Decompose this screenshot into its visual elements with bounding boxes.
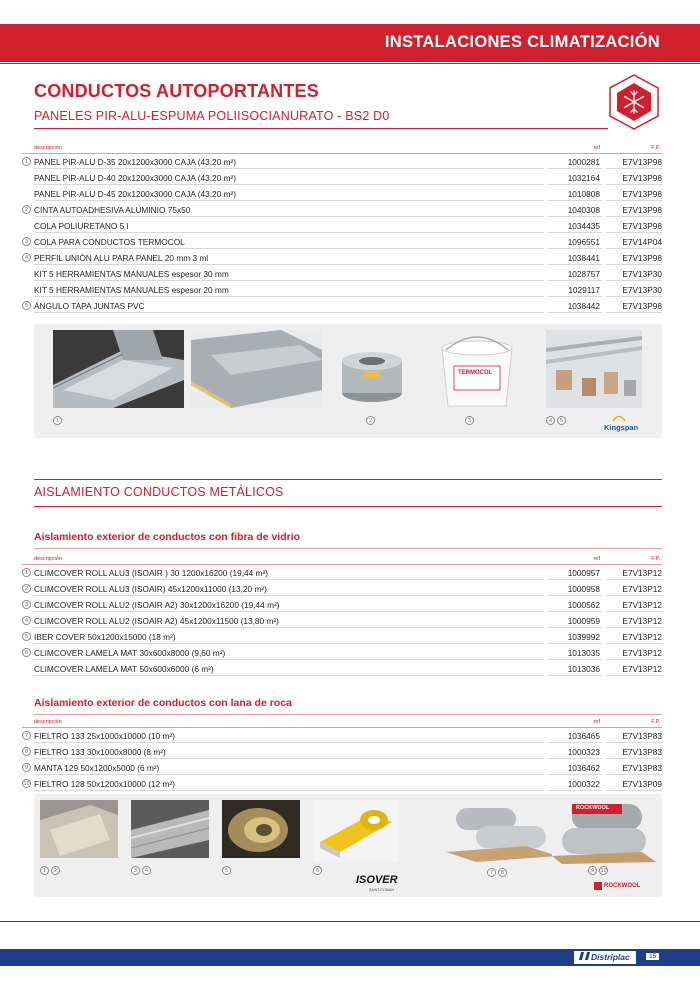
table-row: [22, 298, 662, 314]
gallery-label-2: 2: [51, 866, 60, 875]
gallery-label-1: 1: [40, 866, 49, 875]
subheading-rule: [34, 548, 662, 549]
product-name: CLIMCOVER LAMELA MAT: [34, 648, 138, 658]
row-description: [34, 173, 544, 185]
product-spec: espesor 20 mm: [171, 285, 229, 295]
product-name: FIELTRO 133: [34, 731, 85, 741]
product-ref: 1038441: [548, 253, 602, 265]
gallery-label-10: 10: [600, 868, 607, 874]
item-number-badge: 1: [22, 568, 31, 577]
product-spec: 20x1200x3000 CAJA (43,20 m²): [117, 157, 237, 167]
row-description: [34, 285, 544, 297]
photo-round-duct-interior: [222, 800, 300, 858]
row-description: [34, 664, 544, 676]
gallery-label-4: 4: [142, 866, 151, 875]
table-row: [22, 776, 662, 792]
product-spec: 45x1200x11000 (13,20 m²): [167, 584, 267, 594]
row-description: [34, 568, 544, 580]
photo-aluminium-tape: [334, 341, 410, 405]
footer-brand-logo: [574, 951, 636, 964]
row-description: [34, 600, 544, 612]
product-ref: 1096551: [548, 237, 602, 249]
product-spec: 5 l: [119, 221, 129, 231]
item-number-badge: 3: [22, 237, 31, 246]
product-spec: 50x600x6000 (6 m²): [139, 664, 214, 674]
snowflake-hexagon-icon: [608, 74, 660, 130]
kingspan-logo-icon: [612, 412, 626, 422]
photo-isover-roll: [314, 800, 398, 862]
table-row: [22, 154, 662, 170]
table-header: [22, 143, 662, 154]
col-header-desc: descripción: [34, 719, 62, 725]
row-description: [34, 632, 544, 644]
gallery-label-1: 1: [53, 416, 62, 425]
item-number-badge: 1: [22, 157, 31, 166]
row-description: [34, 237, 544, 249]
table-row: [22, 581, 662, 597]
products-table-paneles: [22, 143, 662, 314]
product-fp: E7V13P83: [606, 747, 662, 759]
row-description: [34, 189, 544, 201]
subheading-fibra-vidrio: Aislamiento exterior de conductos con fibra de vidrio: [34, 531, 301, 543]
table-row: [22, 218, 662, 234]
item-number-badge: 4: [22, 253, 31, 262]
col-header-desc: descripción: [34, 145, 62, 151]
product-ref: 1000958: [548, 584, 602, 596]
table-row: [22, 266, 662, 282]
product-fp: E7V13P09: [606, 779, 662, 791]
row-description: [34, 157, 544, 169]
table-row: [22, 250, 662, 266]
product-ref: 1013036: [548, 664, 602, 676]
brand-isover-sub: SAINT-GOBAIN: [369, 888, 394, 892]
table-row: [22, 565, 662, 581]
rockwool-logo-icon: [594, 882, 602, 890]
brand-rockwool: ROCKWOOL: [604, 883, 641, 889]
product-spec: 30x1000x8000 (8 m²): [86, 747, 166, 757]
col-header-fp: F.P.: [651, 719, 660, 725]
product-fp: E7V13P98: [606, 253, 662, 265]
subheading-rule: [34, 714, 662, 715]
gallery-label-4: 4: [546, 416, 555, 425]
item-number-badge: 9: [22, 763, 31, 772]
product-ref: 1000957: [548, 568, 602, 580]
product-gallery-aislamiento: [34, 794, 662, 897]
product-fp: E7V13P98: [606, 157, 662, 169]
item-number-badge: 10: [23, 781, 30, 787]
product-ref: 1000959: [548, 616, 602, 628]
col-header-ref: ref: [593, 145, 600, 151]
product-fp: E7V13P98: [606, 301, 662, 313]
product-name: CLIMCOVER ROLL ALU2 (ISOAIR A2): [34, 600, 178, 610]
product-name: PANEL PIR-ALU D-35: [34, 157, 116, 167]
gallery-label-5: 5: [557, 416, 566, 425]
product-spec: 30x600x8000 (9,60 m²): [139, 648, 226, 658]
product-ref: 1029117: [548, 285, 602, 297]
item-number-badge: 7: [22, 731, 31, 740]
product-fp: E7V14P04: [606, 237, 662, 249]
subheading-lana-roca: Aislamiento exterior de conductos con lana de roca: [34, 697, 292, 709]
col-header-fp: F.P.: [651, 556, 660, 562]
photo-insulated-duct-2: [131, 800, 209, 858]
footer-divider: [0, 921, 700, 922]
row-description: [34, 221, 544, 233]
row-description: [34, 301, 544, 313]
product-fp: E7V13P12: [606, 616, 662, 628]
product-ref: 1032164: [548, 173, 602, 185]
row-description: [34, 205, 544, 217]
row-description: [34, 269, 544, 281]
item-number-badge: 3: [22, 600, 31, 609]
product-name: CLIMCOVER ROLL ALU3 (ISOAIR): [34, 584, 166, 594]
item-number-badge: 6: [22, 648, 31, 657]
page-category-title: INSTALACIONES CLIMATIZACIÓN: [384, 33, 660, 51]
product-gallery-paneles: [34, 324, 662, 438]
col-header-ref: ref: [593, 719, 600, 725]
product-name: PANEL PIR-ALU D-40: [34, 173, 116, 183]
row-description: [34, 584, 544, 596]
row-description: [34, 747, 544, 759]
col-header-desc: descripción: [34, 556, 62, 562]
table-row: [22, 186, 662, 202]
product-spec: 30 1200x16200 (19,44 m²): [170, 568, 268, 578]
row-description: [34, 731, 544, 743]
product-ref: 1038442: [548, 301, 602, 313]
section-rule: [34, 128, 608, 129]
product-name: COLA PARA CONDUCTOS TERMOCOL: [34, 237, 185, 247]
gallery-label-8: 8: [498, 868, 507, 877]
product-ref: 1028757: [548, 269, 602, 281]
item-number-badge: 5: [22, 301, 31, 310]
brand-kingspan: Kingspan: [604, 423, 639, 432]
product-spec: 50x1200x15000 (18 m²): [87, 632, 176, 642]
roll-label-rockwool: ROCKWOOL: [576, 805, 610, 811]
photo-rockwool-rolls-1: [446, 796, 558, 862]
product-fp: E7V13P98: [606, 205, 662, 217]
brand-isover: ISOVER: [356, 874, 398, 886]
product-fp: E7V13P12: [606, 664, 662, 676]
table-row: [22, 760, 662, 776]
photo-duct-assembly: [53, 330, 184, 408]
item-number-badge: 5: [22, 632, 31, 641]
table-row: [22, 170, 662, 186]
table-row: [22, 597, 662, 613]
product-spec: 20x1200x3000 CAJA (43,20 m²): [117, 173, 237, 183]
product-spec: 50x1200x10000 (12 m²): [86, 779, 175, 789]
gallery-label-2: 2: [366, 416, 375, 425]
product-fp: E7V13P12: [606, 632, 662, 644]
product-ref: 1013035: [548, 648, 602, 660]
product-fp: E7V13P12: [606, 584, 662, 596]
table-row: [22, 744, 662, 760]
table-header: [22, 717, 662, 728]
product-ref: 1039992: [548, 632, 602, 644]
product-name: ÁNGULO TAPA JUNTAS PVC: [34, 301, 145, 311]
product-spec: 20 mm 3 ml: [164, 253, 209, 263]
product-fp: E7V13P83: [606, 731, 662, 743]
product-spec: 75x50: [167, 205, 191, 215]
product-name: IBER COVER: [34, 632, 86, 642]
photo-rockwool-rolls-2: [552, 798, 656, 864]
product-ref: 1036465: [548, 731, 602, 743]
col-header-fp: F.P.: [651, 145, 660, 151]
product-ref: 1000323: [548, 747, 602, 759]
product-fp: E7V13P98: [606, 189, 662, 201]
table-header: [22, 554, 662, 565]
row-description: [34, 763, 544, 775]
product-name: PERFIL UNIÓN ALU PARA PANEL: [34, 253, 163, 263]
product-ref: 1000322: [548, 779, 602, 791]
table-row: [22, 661, 662, 677]
product-name: PANEL PIR-ALU D-45: [34, 189, 116, 199]
row-description: [34, 648, 544, 660]
section-title-aislamiento: AISLAMIENTO CONDUCTOS METÁLICOS: [34, 485, 284, 499]
product-fp: E7V13P12: [606, 600, 662, 612]
product-fp: E7V13P98: [606, 173, 662, 185]
item-number-badge: 2: [22, 205, 31, 214]
footer-bar: [0, 949, 700, 966]
product-name: MANTA 129: [34, 763, 79, 773]
table-row: [22, 202, 662, 218]
bucket-label: TERMOCOL: [458, 370, 493, 376]
product-name: KIT 5 HERRAMIENTAS MANUALES: [34, 285, 170, 295]
product-name: CLIMCOVER ROLL ALU2 (ISOAIR A2): [34, 616, 178, 626]
header-bar: [0, 24, 700, 62]
section-title-conductos: CONDUCTOS AUTOPORTANTES: [34, 81, 319, 101]
product-ref: 1000281: [548, 157, 602, 169]
photo-insulated-duct-1: [40, 800, 118, 858]
product-name: FIELTRO 133: [34, 747, 85, 757]
product-name: CLIMCOVER ROLL ALU3 (ISOAIR ): [34, 568, 168, 578]
product-name: KIT 5 HERRAMIENTAS MANUALES: [34, 269, 170, 279]
product-spec: 45x1200x11500 (13,80 m²): [179, 616, 279, 626]
row-description: [34, 779, 544, 791]
distriplac-logo-icon: [579, 952, 590, 960]
product-ref: 1036462: [548, 763, 602, 775]
product-spec: 20x1200x3000 CAJA (43,20 m²): [117, 189, 237, 199]
product-fp: E7V13P83: [606, 763, 662, 775]
section2-top-rule: [34, 479, 662, 480]
product-spec: 25x1000x10000 (10 m²): [86, 731, 175, 741]
gallery-label-7: 7: [487, 868, 496, 877]
gallery-label-5: 5: [222, 866, 231, 875]
photo-alu-profiles: [546, 330, 642, 408]
footer-brand-name: Distriplac: [591, 952, 630, 962]
product-ref: 1000562: [548, 600, 602, 612]
product-spec: espesor 30 mm: [171, 269, 229, 279]
product-fp: E7V13P12: [606, 568, 662, 580]
products-table-lana: [22, 717, 662, 792]
product-name: CLIMCOVER LAMELA MAT: [34, 664, 138, 674]
section2-rule: [34, 506, 662, 507]
header-divider: [0, 63, 700, 64]
page-number: 15: [646, 953, 659, 960]
product-fp: E7V13P12: [606, 648, 662, 660]
table-row: [22, 613, 662, 629]
product-ref: 1040308: [548, 205, 602, 217]
product-ref: 1034435: [548, 221, 602, 233]
product-fp: E7V13P98: [606, 221, 662, 233]
item-number-badge: 8: [22, 747, 31, 756]
product-name: COLA POLIURETANO: [34, 221, 118, 231]
item-number-badge: 2: [22, 584, 31, 593]
gallery-label-3: 3: [131, 866, 140, 875]
row-description: [34, 616, 544, 628]
table-row: [22, 629, 662, 645]
product-name: CINTA AUTOADHESIVA ALUMINIO: [34, 205, 166, 215]
product-name: FIELTRO 128: [34, 779, 85, 789]
section-subtitle-paneles: PANELES PIR-ALU-ESPUMA POLIISOCIANURATO - BS2 D0: [34, 109, 390, 123]
products-table-fibra: [22, 554, 662, 677]
product-spec: 30x1200x16200 (19,44 m²): [179, 600, 280, 610]
row-description: [34, 253, 544, 265]
product-spec: 50x1200x5000 (6 m²): [80, 763, 160, 773]
table-row: [22, 728, 662, 744]
item-number-badge: 4: [22, 616, 31, 625]
photo-pir-panels: [191, 330, 322, 408]
product-ref: 1010808: [548, 189, 602, 201]
gallery-label-6: 6: [313, 866, 322, 875]
gallery-label-9: 9: [588, 866, 597, 875]
col-header-ref: ref: [593, 556, 600, 562]
table-row: [22, 282, 662, 298]
product-fp: E7V13P30: [606, 285, 662, 297]
table-row: [22, 234, 662, 250]
table-row: [22, 645, 662, 661]
photo-termocol-bucket: [434, 332, 520, 410]
gallery-label-3: 3: [465, 416, 474, 425]
product-fp: E7V13P30: [606, 269, 662, 281]
